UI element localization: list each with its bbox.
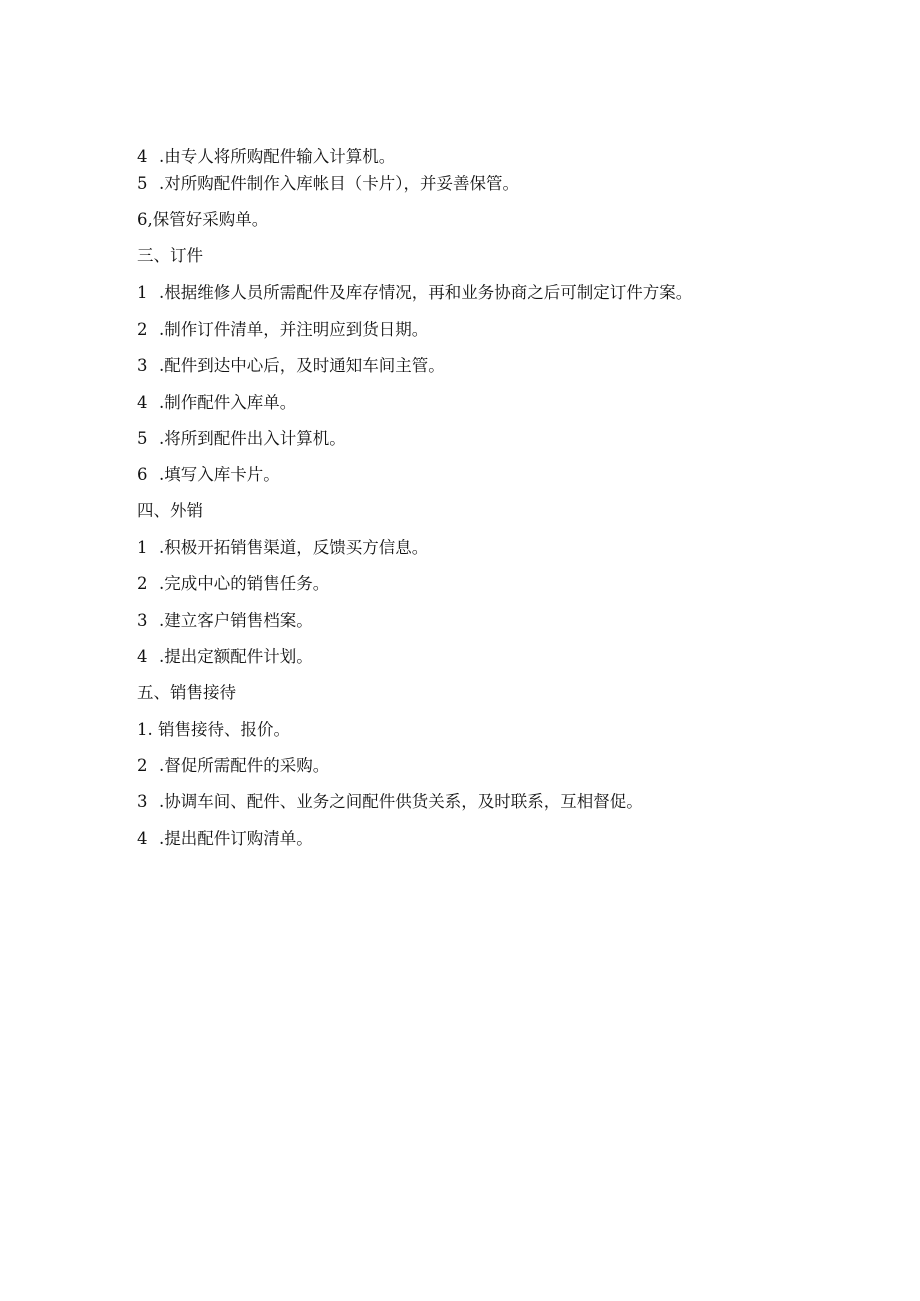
list-item: [137, 538, 428, 558]
item-text: .完成中心的销售任务。: [159, 574, 330, 593]
section-heading: 三、订件: [137, 246, 203, 265]
section-heading: 四、外销: [137, 501, 203, 520]
list-item: [137, 574, 329, 594]
list-item: [137, 611, 313, 631]
item-text: .根据维修人员所需配件及库存情况，再和业务协商之后可制定订件方案。: [159, 283, 693, 302]
list-item: [137, 210, 268, 230]
list-item: [137, 147, 395, 167]
item-text: .配件到达中心后，及时通知车间主管。: [159, 356, 445, 375]
item-number: 4: [137, 647, 148, 666]
item-text: .积极开拓销售渠道，反馈买方信息。: [159, 538, 429, 557]
list-item: [137, 429, 346, 449]
list-item: [137, 720, 290, 740]
item-number: 3: [137, 356, 148, 375]
item-number: 2: [137, 574, 148, 593]
item-text: .协调车间、配件、业务之间配件供货关系，及时联系，互相督促。: [159, 792, 643, 811]
list-item: [137, 283, 692, 303]
list-item: [137, 647, 313, 667]
item-number: 1: [137, 283, 148, 302]
item-text: .由专人将所购配件输入计算机。: [159, 147, 396, 166]
item-text: .制作订件清单，并注明应到货日期。: [159, 320, 429, 339]
item-text: .将所到配件出入计算机。: [159, 429, 346, 448]
item-number: 4: [137, 393, 148, 412]
item-text: .填写入库卡片。: [159, 465, 280, 484]
item-text: .制作配件入库单。: [159, 393, 297, 412]
list-item: [137, 829, 313, 849]
list-item: [137, 792, 643, 812]
list-item: [137, 320, 428, 340]
item-number: 3: [137, 611, 148, 630]
list-item: [137, 393, 296, 413]
list-item: [137, 174, 519, 194]
list-item: [137, 356, 445, 376]
item-number: 3: [137, 792, 148, 811]
item-text: .提出定额配件计划。: [159, 647, 313, 666]
item-text: 1. 销售接待、报价。: [137, 720, 290, 739]
item-text: .提出配件订购清单。: [159, 829, 313, 848]
item-number: 4: [137, 147, 148, 166]
item-number: 5: [137, 429, 148, 448]
item-text: .督促所需配件的采购。: [159, 756, 330, 775]
list-item: [137, 756, 329, 776]
item-text: .建立客户销售档案。: [159, 611, 313, 630]
item-number: 1: [137, 538, 148, 557]
item-text: .对所购配件制作入库帐目（卡片），并妥善保管。: [159, 174, 519, 193]
list-item: [137, 465, 280, 485]
item-number: 6: [137, 465, 148, 484]
item-number: 2: [137, 320, 148, 339]
item-text: 6,保管好采购单。: [137, 210, 269, 229]
item-number: 5: [137, 174, 148, 193]
section-heading: 五、销售接待: [137, 683, 236, 702]
item-number: 4: [137, 829, 148, 848]
item-number: 2: [137, 756, 148, 775]
